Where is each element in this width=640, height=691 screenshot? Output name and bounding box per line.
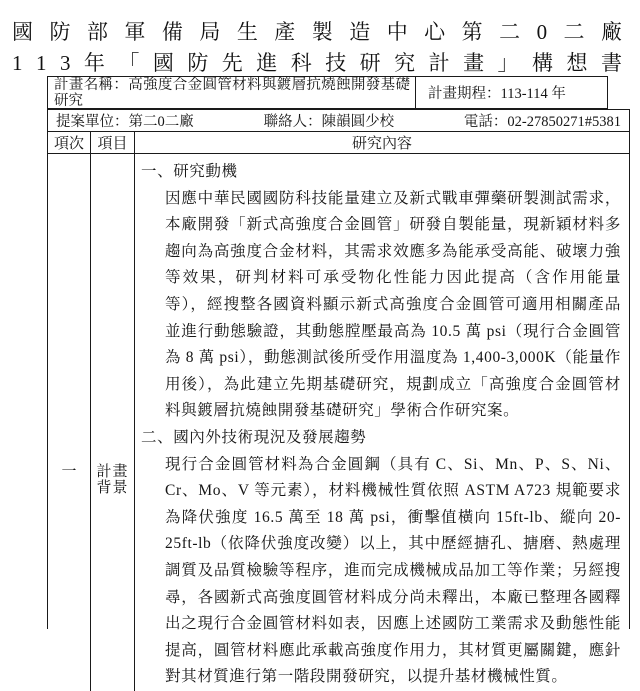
table-header-row bbox=[48, 132, 629, 154]
contact-person: 聯絡人：陳韻圓少校 bbox=[263, 114, 395, 130]
phone-number: 電話：02-27850271#5381 bbox=[463, 114, 621, 130]
research-content-cell bbox=[135, 154, 629, 691]
item-no-value: 一 bbox=[61, 464, 77, 480]
proposal-table bbox=[47, 109, 630, 686]
header-item: 項目 bbox=[91, 132, 135, 153]
header-item-no: 項次 bbox=[48, 132, 91, 153]
project-period-cell: 計畫期程：113-114 年 bbox=[428, 86, 566, 102]
section-1-body: 因應中華民國國防科技能量建立及新式戰車彈藥研製測試需求，本廠開發「新式高強度合金圓管」研發自製能量，現新穎材料多趨向為高強度合金材料，其需求效應多為能承受高能、破壞力強等效果，研判材料可承受物化性能力因此提高（含作用能量等），經搜整各國資料顯示新式高強度合金圓管可適用相關產品並進行動態驗證，其動態膛壓最高為 10.5 萬 psi（現行合金圓管為 8 萬 psi），動態測試後所受作用溫度為 1,400-3,000K（能量作用後），為此建立先期基礎研究，規劃成立「高強度合金圓管材料與鍍層抗燒蝕開發基礎研究」學術合作研究案。 bbox=[165, 189, 621, 420]
section-2-body: 現行合金圓管材料為合金圓鋼（具有 C、Si、Mn、P、S、Ni、Cr、Mo、V 等元素），材料機械性質依照 ASTM A723 規範要求為降伏強度 16.5 萬至 18 萬 psi，衝擊值橫向 15ft-lb、縱向 20-25ft-lb（依降伏強度改變）以上，其中歷經搪孔、搪磨、熱處理調質及品質檢驗等程序，進而完成機械成品加工等作業；另經搜尋，各國新式高強度圓管材料成分尚未釋出，本廠已整理各國釋出之現行合金圓管材料如表，因應上述國防工業需求及動態性能提高，圓管材料應此承載高強度作用力，其材質更屬關鍵，應針對其材質進行第一階段開發研究，以提升基材機械性質。 bbox=[165, 455, 621, 686]
item-label-cell bbox=[91, 154, 135, 691]
project-name-cell: 計畫名稱：高強度合金圓管材料與鍍層抗燒蝕開發基礎研究 bbox=[48, 77, 416, 108]
unit-row bbox=[48, 110, 629, 132]
table-row bbox=[48, 154, 629, 691]
project-info-box bbox=[47, 76, 608, 109]
proposing-unit: 提案單位：第二0二廠 bbox=[56, 114, 194, 130]
page-title-line2: 1 1 3 年 「 國 防 先 進 科 技 研 究 計 畫 」 構 想 書 bbox=[12, 51, 622, 75]
section-1-heading: 一、研究動機 bbox=[141, 163, 238, 180]
item-label-value bbox=[91, 154, 134, 496]
page-title-line1: 國 防 部 軍 備 局 生 產 製 造 中 心 第 二 0 二 廠 bbox=[12, 20, 622, 44]
item-label-line2: 背景 bbox=[96, 480, 129, 496]
item-no-cell bbox=[48, 154, 91, 691]
item-label-line1: 計畫 bbox=[96, 464, 129, 480]
header-research-content: 研究內容 bbox=[351, 136, 412, 152]
section-2-heading: 二、國內外技術現況及發展趨勢 bbox=[141, 428, 367, 446]
